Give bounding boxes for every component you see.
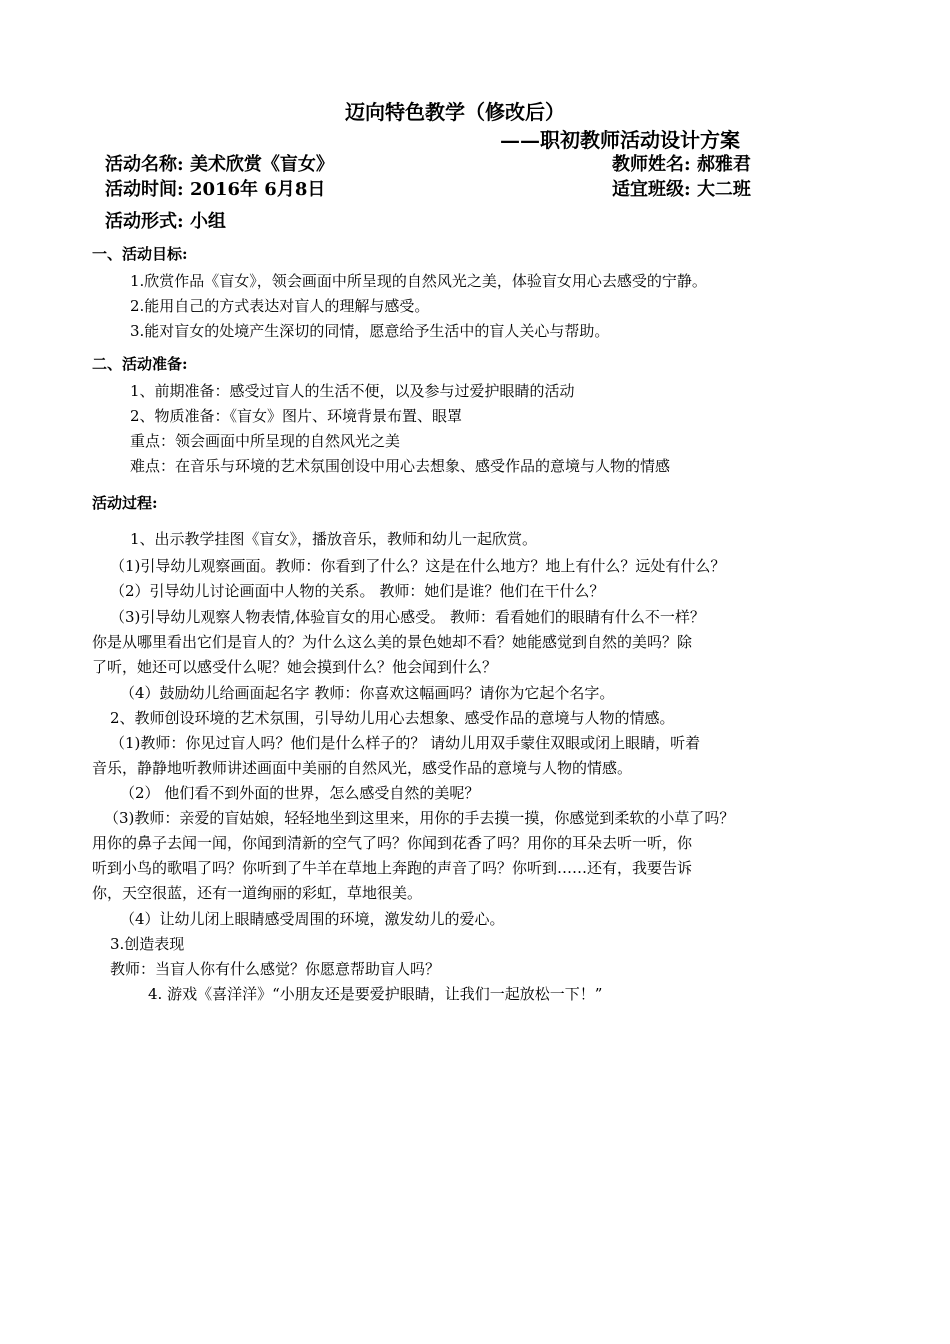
process-line: （3)引导幼儿观察人物表情,体验盲女的用心感受。 教师：看看她们的眼睛有什么不一样？: [110, 608, 705, 626]
prep-item: 2、物质准备：《盲女》图片、环境背景布置、眼罩: [130, 407, 463, 425]
goal-item: 3.能对盲女的处境产生深切的同情，愿意给予生活中的盲人关心与帮助。: [130, 322, 610, 340]
process-heading: 活动过程:: [92, 494, 158, 512]
prep-item: 1、前期准备：感受过盲人的生活不便，以及参与过爱护眼睛的活动: [130, 382, 575, 400]
process-line: （2）引导幼儿讨论画面中人物的关系。 教师：她们是谁？他们在干什么？: [110, 582, 605, 600]
activity-form-label: 活动形式:: [105, 211, 184, 232]
process-line: （1)教师：你见过盲人吗？他们是什么样子的？ 请幼儿用双手蒙住双眼或闭上眼睛，听着: [110, 734, 701, 752]
process-line: 教师：当盲人你有什么感觉？你愿意帮助盲人吗？: [110, 960, 441, 978]
teacher-name-value: 郝雅君: [696, 154, 751, 175]
class-label: 适宜班级:: [612, 179, 691, 200]
process-line: （4）让幼儿闭上眼睛感受周围的环境，激发幼儿的爱心。: [120, 910, 505, 928]
process-line: （3)教师：亲爱的盲姑娘，轻轻地坐到这里来，用你的手去摸一摸，你感觉到柔软的小草了吗？: [104, 809, 735, 827]
document-subtitle: ——职初教师活动设计方案: [500, 128, 740, 152]
goals-heading: 一、活动目标:: [92, 245, 188, 263]
process-line: 听到小鸟的歌唱了吗？你听到了牛羊在草地上奔跑的声音了吗？你听到……还有，我要告诉: [92, 859, 693, 877]
prep-key-point: 重点：领会画面中所呈现的自然风光之美: [130, 432, 401, 450]
activity-form-row: [105, 207, 226, 233]
teacher-name-label: 教师姓名:: [612, 154, 691, 175]
activity-time-row: [105, 175, 325, 201]
teacher-name-row: [612, 150, 751, 176]
prep-difficult-point: 难点：在音乐与环境的艺术氛围创设中用心去想象、感受作品的意境与人物的情感: [130, 457, 671, 475]
activity-time-label: 活动时间:: [105, 179, 184, 200]
class-row: [612, 175, 751, 201]
prep-heading: 二、活动准备:: [92, 355, 188, 373]
process-line: （1)引导幼儿观察画面。教师：你看到了什么？这是在什么地方？地上有什么？远处有什么？: [110, 557, 726, 575]
activity-name-value: 美术欣赏《盲女》: [189, 154, 334, 175]
process-line: 用你的鼻子去闻一闻，你闻到清新的空气了吗？你闻到花香了吗？用你的耳朵去听一听，你: [92, 834, 693, 852]
process-line: 你，天空很蓝，还有一道绚丽的彩虹，草地很美。: [92, 884, 423, 902]
activity-form-value: 小组: [189, 211, 226, 232]
process-line: 音乐，静静地听教师讲述画面中美丽的自然风光，感受作品的意境与人物的情感。: [92, 759, 633, 777]
process-line: （2） 他们看不到外面的世界，怎么感受自然的美呢？: [120, 784, 480, 802]
process-line: 你是从哪里看出它们是盲人的？为什么这么美的景色她却不看？她能感觉到自然的美吗？除: [92, 633, 693, 651]
activity-name-row: [105, 150, 334, 176]
process-line: （4）鼓励幼儿给画面起名字 教师：你喜欢这幅画吗？请你为它起个名字。: [120, 684, 615, 702]
document-title: 迈向特色教学（修改后）: [345, 100, 565, 124]
process-line: 2、教师创设环境的艺术氛围，引导幼儿用心去想象、感受作品的意境与人物的情感。: [110, 709, 675, 727]
process-line: 4. 游戏《喜洋洋》“小朋友还是要爱护眼睛，让我们一起放松一下！”: [148, 985, 603, 1003]
process-line: 3.创造表现: [110, 935, 185, 953]
activity-name-label: 活动名称:: [105, 154, 184, 175]
goal-item: 2.能用自己的方式表达对盲人的理解与感受。: [130, 297, 430, 315]
process-line: 了听，她还可以感受什么呢？她会摸到什么？他会闻到什么？: [92, 658, 498, 676]
process-line: 1、出示教学挂图《盲女》，播放音乐，教师和幼儿一起欣赏。: [130, 530, 538, 548]
class-value: 大二班: [696, 179, 751, 200]
goal-item: 1.欣赏作品《盲女》，领会画面中所呈现的自然风光之美，体验盲女用心去感受的宁静。: [130, 272, 707, 290]
activity-time-value: 2016年 6月8日: [189, 179, 326, 200]
